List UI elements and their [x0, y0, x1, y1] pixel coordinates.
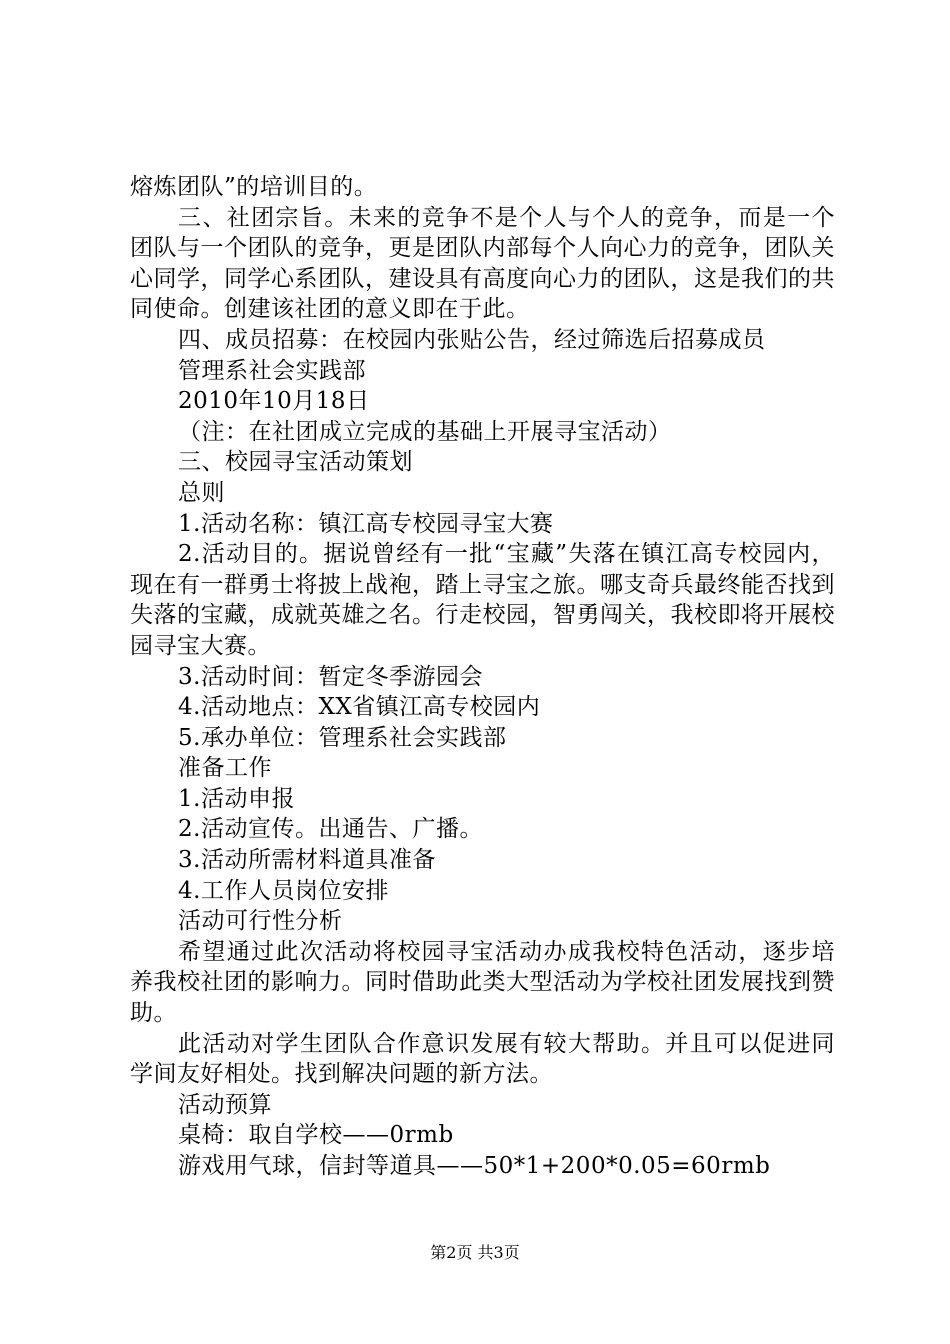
paragraph: 此活动对学生团队合作意识发展有较大帮助。并且可以促进同学间友好相处。找到解决问题的新方法。: [130, 1030, 835, 1088]
paragraph: 四、成员招募：在校园内张贴公告，经过筛选后招募成员: [178, 326, 766, 353]
budget-item: 游戏用气球，信封等道具——50*1+200*0.05=60rmb: [178, 1153, 771, 1179]
page-footer: [0, 1243, 950, 1263]
paragraph: 熔炼团队”的培训目的。: [130, 174, 378, 200]
section-heading: 总则: [178, 479, 225, 506]
list-item: 5.承办单位：管理系社会实践部: [178, 724, 507, 751]
list-item: 1.活动申报: [178, 785, 295, 812]
page-number-label: 第2页 共3页: [430, 1243, 520, 1262]
section-heading: 活动预算: [178, 1091, 272, 1118]
list-item: 1.活动名称：镇江高专校园寻宝大赛: [178, 510, 554, 537]
list-item: 4.工作人员岗位安排: [178, 877, 389, 904]
list-item: 2.活动目的。据说曾经有一批“宝藏”失落在镇江高专校园内，现在有一群勇士将披上战袍，踏上寻宝之旅。哪支奇兵最终能否找到失落的宝藏，成就英雄之名。行走校园，智勇闯关，我校即将开展校园寻宝大赛。: [130, 541, 835, 659]
list-item: 4.活动地点：XX省镇江高专校园内: [178, 694, 541, 721]
section-heading: 三、校园寻宝活动策划: [178, 449, 413, 476]
paragraph: 希望通过此次活动将校园寻宝活动办成我校特色活动，逐步培养我校社团的影响力。同时借助此类大型活动为学校社团发展找到赞助。: [130, 938, 835, 1027]
list-item: 3.活动时间：暂定冬季游园会: [178, 663, 483, 690]
section-heading: 准备工作: [178, 755, 272, 782]
document-body: [130, 172, 835, 1182]
list-item: 3.活动所需材料道具准备: [178, 847, 436, 874]
budget-item: 桌椅：取自学校——0rmb: [178, 1122, 454, 1149]
section-heading: 活动可行性分析: [178, 908, 343, 935]
paragraph: 管理系社会实践部: [178, 357, 366, 384]
paragraph: 2010年10月18日: [178, 388, 370, 415]
list-item: 2.活动宣传。出通告、广播。: [178, 816, 483, 843]
paragraph: （注：在社团成立完成的基础上开展寻宝活动）: [178, 418, 672, 445]
paragraph: 三、社团宗旨。未来的竞争不是个人与个人的竞争，而是一个团队与一个团队的竞争，更是团队内部每个人向心力的竞争，团队关心同学，同学心系团队，建设具有高度向心力的团队，这是我们的共同使命。创建该社团的意义即在于此。: [130, 204, 835, 323]
